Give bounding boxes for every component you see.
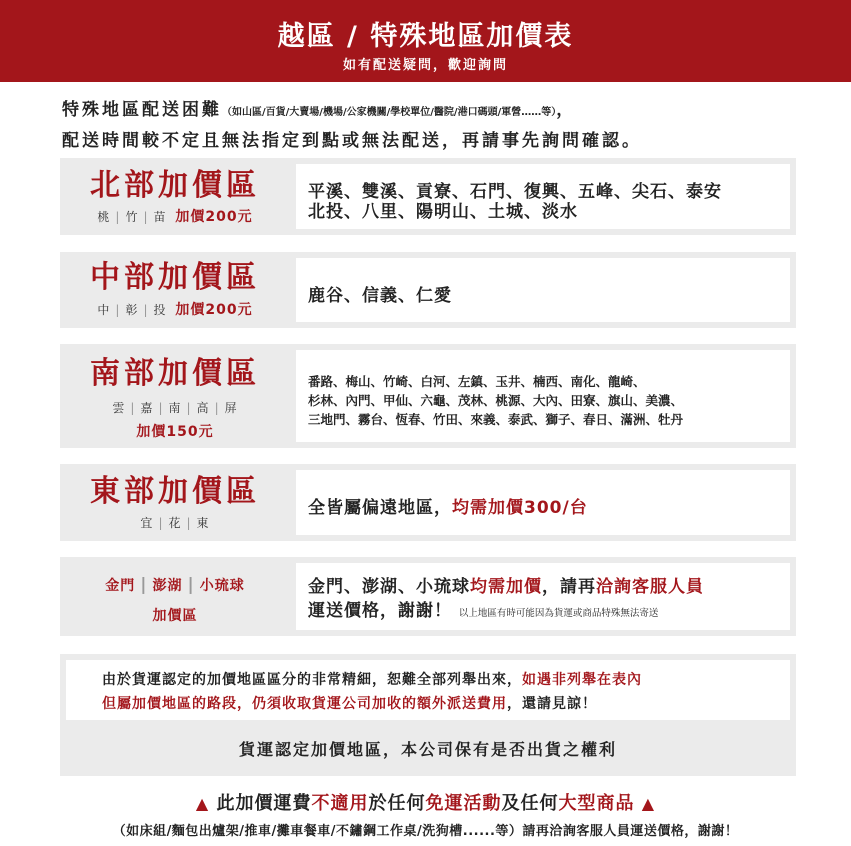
zone-label-central: [60, 252, 290, 328]
zone-title: 東部加價區: [90, 474, 260, 509]
zone-areas-islands: [296, 563, 790, 630]
zone-cities: 雲 | 嘉 | 南 | 高 | 屏: [112, 401, 238, 415]
zone-cities: 中 | 彰 | 投 加價200元: [97, 302, 253, 318]
areas-line: 金門、澎湖、小琉球均需加價，請再洽詢客服人員: [308, 577, 704, 597]
notice-box: [66, 660, 790, 720]
zone-row-central: [60, 252, 796, 328]
intro-text: [62, 96, 822, 155]
zone-cities: 宜 | 花 | 東: [140, 516, 210, 530]
header-banner: [0, 0, 851, 82]
warning-triangle-icon: ▲: [641, 794, 656, 813]
zone-title: 南部加價區: [90, 356, 260, 391]
notice-panel: [60, 654, 796, 776]
rights-claim: 貨運認定加價地區，本公司保有是否出貨之權利: [238, 740, 617, 759]
zone-label-islands: [60, 557, 290, 636]
areas-line: 全皆屬偏遠地區，均需加價300/台: [308, 498, 588, 518]
zone-label-south: [60, 344, 290, 448]
warning-triangle-icon: ▲: [195, 794, 210, 813]
areas-line: 鹿谷、信義、仁愛: [308, 286, 452, 306]
zone-price: 加價150元: [136, 424, 214, 440]
zone-title-suffix: 加價區: [152, 608, 198, 624]
areas-line: 運送價格，謝謝！ 以上地區有時可能因為貨運或商品特殊無法寄送: [308, 601, 659, 621]
zone-title: 北部加價區: [90, 168, 260, 203]
page-title: 越區 / 特殊地區加價表: [277, 21, 574, 52]
intro-line-2: 配送時間較不定且無法指定到點或無法配送，再請事先詢問確認。: [62, 131, 642, 151]
areas-line: 杉林、內門、甲仙、六龜、茂林、桃源、大內、田寮、旗山、美濃、: [308, 393, 684, 408]
zone-row-east: [60, 464, 796, 541]
zone-row-north: [60, 158, 796, 235]
warning-line: ▲ 此加價運費不適用於任何免運活動及任何大型商品 ▲: [195, 793, 656, 814]
islands-note: 以上地區有時可能因為貨運或商品特殊無法寄送: [458, 608, 659, 619]
zone-areas-central: [296, 258, 790, 322]
zone-title: 金門 | 澎湖 | 小琉球: [105, 575, 245, 595]
zone-title: 中部加價區: [90, 260, 260, 295]
page-subtitle: 如有配送疑問，歡迎詢問: [342, 58, 508, 73]
zone-price: 加價200元: [175, 302, 253, 318]
areas-line: 番路、梅山、竹崎、白河、左鎮、玉井、楠西、南化、龍崎、: [308, 374, 646, 389]
zone-label-north: [60, 158, 290, 235]
zone-areas-east: [296, 470, 790, 535]
zone-row-islands: [60, 557, 796, 636]
intro-line-1: 特殊地區配送困難（如山區/百貨/大賣場/機場/公家機關/學校單位/醫院/港口碼頭/軍營……等），: [62, 100, 577, 120]
zone-areas-north: [296, 164, 790, 229]
zone-price: 加價200元: [175, 209, 253, 225]
areas-line: 平溪、雙溪、貢寮、石門、復興、五峰、尖石、泰安: [308, 182, 722, 202]
zone-cities: 桃 | 竹 | 苗 加價200元: [97, 209, 253, 225]
areas-line: 北投、八里、陽明山、土城、淡水: [308, 202, 578, 222]
zone-row-south: [60, 344, 796, 448]
zone-areas-south: [296, 350, 790, 442]
footer-note: （如床組/麵包出爐架/推車/攤車餐車/不鏽鋼工作桌/洗狗槽......等）請再洽詢客服人員運送價格，謝謝！: [112, 824, 739, 839]
areas-line: 三地門、霧台、恆春、竹田、來義、泰武、獅子、春日、滿洲、牡丹: [308, 412, 684, 427]
notice-text: 由於貨運認定的加價地區區分的非常精細，恕難全部列舉出來，如遇非列舉在表內 但屬加價地區的路段，仍須收取貨運公司加收的額外派送費用，還請見諒！: [102, 672, 642, 712]
zone-label-east: [60, 464, 290, 541]
